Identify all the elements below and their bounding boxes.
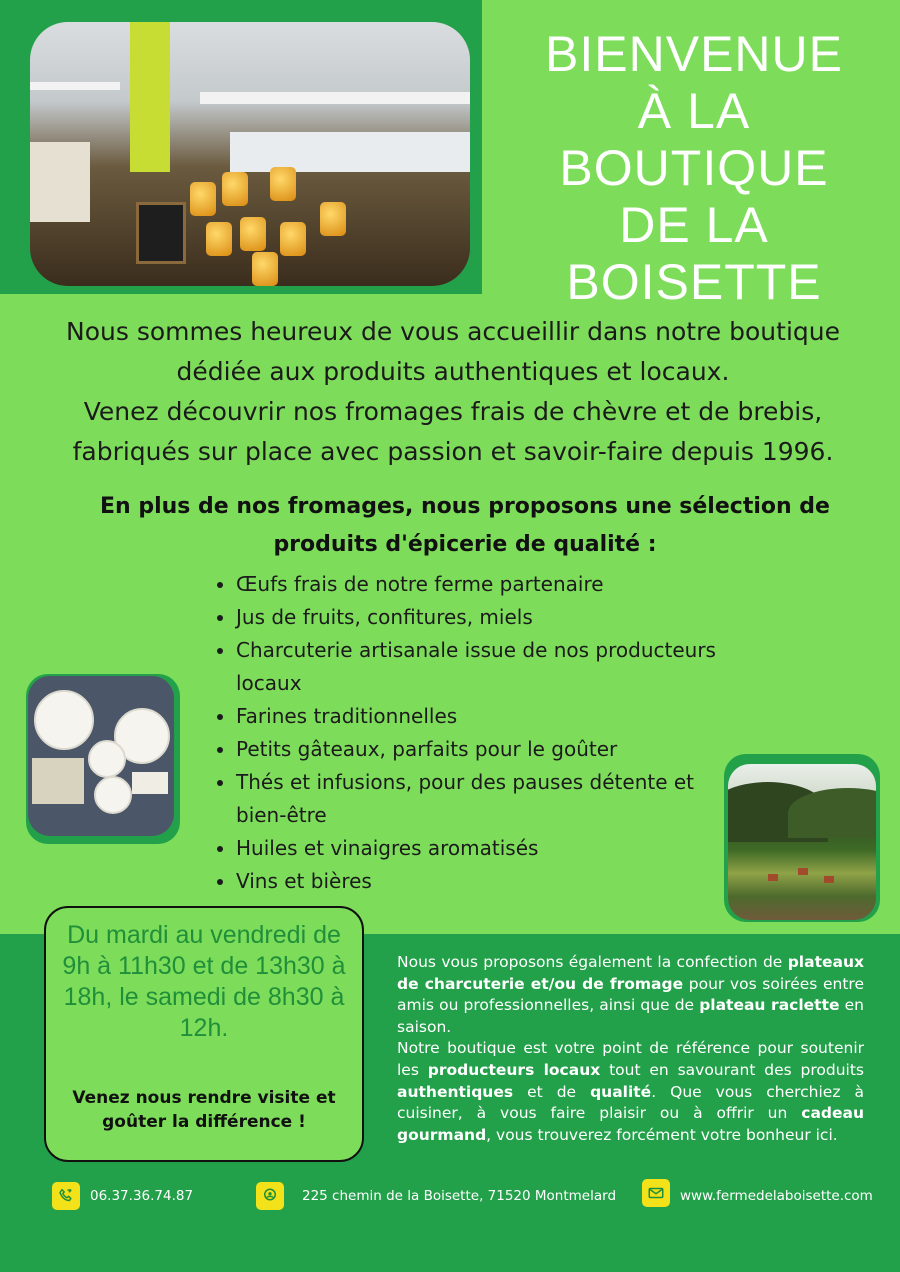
intro-line: Nous sommes heureux de vous accueillir dans notre boutique: [66, 317, 840, 346]
list-item: • Œufs frais de notre ferme partenaire: [236, 568, 736, 601]
title-line: À LA: [637, 83, 751, 139]
list-item: • Charcuterie artisanale issue de nos producteurs locaux: [236, 634, 736, 700]
services-text-part: Notre boutique est votre point de référence pour soutenir les: [397, 1039, 864, 1079]
cheese-photo-frame: [26, 674, 180, 844]
title-line: BOISETTE: [566, 254, 822, 310]
address-text: 225 chemin de la Boisette, 71520 Montmelard: [302, 1188, 617, 1204]
list-item: • Huiles et vinaigres aromatisés: [236, 832, 736, 865]
list-item: • Jus de fruits, confitures, miels: [236, 601, 736, 634]
intro-line: fabriqués sur place avec passion et savoir-faire depuis 1996.: [72, 437, 834, 466]
mail-icon: [642, 1179, 670, 1207]
services-text-part: tout en savourant des produits: [600, 1060, 864, 1079]
location-pin-icon: [256, 1182, 284, 1210]
title-line: DE LA: [619, 197, 769, 253]
product-list: [212, 568, 736, 898]
services-text-part: Nous vous proposons également la confection de: [397, 953, 788, 971]
list-item: • Farines traditionnelles: [236, 700, 736, 733]
shop-interior-photo: [30, 22, 470, 286]
landscape-photo: [728, 764, 876, 920]
website-link[interactable]: www.fermedelaboisette.com: [680, 1188, 873, 1204]
services-text-part: , vous trouverez forcément votre bonheur ici.: [486, 1125, 838, 1144]
footer-phone[interactable]: [52, 1182, 193, 1210]
title-line: BIENVENUE: [545, 26, 843, 82]
services-highlight: plateau raclette: [699, 996, 840, 1015]
services-highlight: qualité: [590, 1082, 652, 1101]
services-text-part: pour vos soirées entre amis ou professionnelles, ainsi que de: [397, 974, 864, 1015]
list-item: • Vins et bières: [236, 865, 736, 898]
opening-hours-box: [44, 906, 364, 1162]
phone-icon: [52, 1182, 80, 1210]
title-line: BOUTIQUE: [559, 140, 829, 196]
services-highlight: plateaux de charcuterie et/ou de fromage: [397, 953, 864, 993]
footer-address[interactable]: [256, 1182, 616, 1210]
intro-line: Venez découvrir nos fromages frais de chèvre et de brebis,: [83, 397, 823, 426]
services-text-part: et de: [513, 1082, 591, 1101]
services-text-part: . Que vous cherchiez à cuisiner, à vous faire plaisir ou à offrir un: [397, 1082, 864, 1123]
cheese-photo: [28, 676, 174, 836]
services-paragraph: [397, 952, 864, 1038]
landscape-photo-frame: [724, 754, 880, 922]
visit-invitation: Venez nous rendre visite et goûter la différence !: [72, 1088, 336, 1132]
services-highlight: cadeau gourmand: [397, 1104, 864, 1144]
opening-hours: Du mardi au vendredi de 9h à 11h30 et de 13h30 à 18h, le samedi de 8h30 à 12h.: [62, 921, 346, 1042]
services-highlight: producteurs locaux: [427, 1060, 601, 1079]
page-title: [494, 26, 894, 311]
offer-heading: [40, 488, 890, 564]
phone-number: 06.37.36.74.87: [90, 1188, 194, 1204]
footer-website[interactable]: [642, 1185, 873, 1207]
offer-heading-line: En plus de nos fromages, nous proposons une sélection de: [100, 494, 830, 519]
services-paragraph: [397, 1038, 864, 1146]
intro-text: [20, 312, 886, 472]
shop-photo-frame: [28, 20, 482, 292]
services-highlight: authentiques: [397, 1082, 514, 1101]
services-text: [397, 952, 864, 1146]
intro-line: dédiée aux produits authentiques et locaux.: [176, 357, 730, 386]
list-item: • Petits gâteaux, parfaits pour le goûter: [236, 733, 736, 766]
list-item: • Thés et infusions, pour des pauses détente et bien-être: [236, 766, 736, 832]
offer-heading-line: produits d'épicerie de qualité :: [273, 532, 657, 557]
services-text-part: en saison.: [397, 996, 864, 1036]
